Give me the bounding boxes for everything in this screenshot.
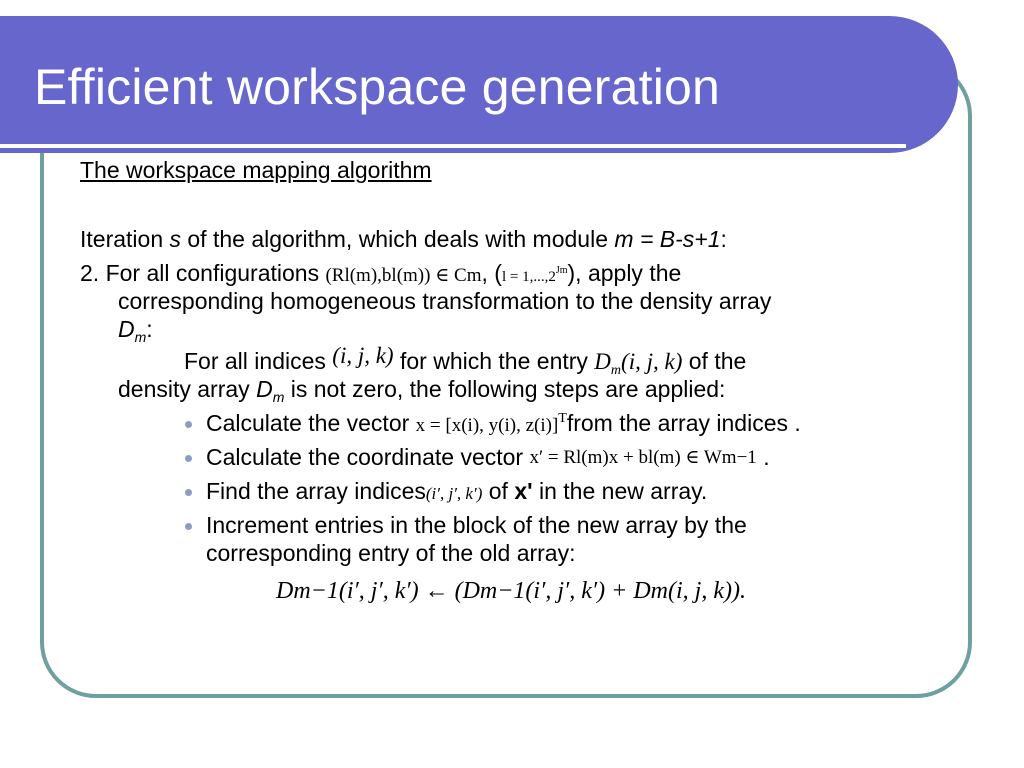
bullet-dot xyxy=(185,489,192,496)
update-equation: Dm−1(i′, j′, k′) ← (Dm−1(i′, j′, k′) + Dm(i, j, k)). xyxy=(276,578,746,604)
bullet-2-math: x′ = Rl(m)x + bl(m) ∈ Wm−1 xyxy=(529,447,757,468)
indices-line1 xyxy=(184,343,747,379)
step2-m-sub: m xyxy=(134,329,147,345)
subtitle xyxy=(80,157,432,184)
slide-title: Efficient workspace generation xyxy=(34,59,721,115)
iteration-line xyxy=(80,226,727,253)
indices-D: D xyxy=(594,349,611,374)
bullet-item-2 xyxy=(206,444,770,473)
indices-prefix: For all indices xyxy=(184,348,333,374)
iteration-mid: of the algorithm, which deals with module xyxy=(181,226,615,252)
step2-prefix: 2. For all configurations xyxy=(80,260,326,286)
iteration-formula: m = B-s+1 xyxy=(614,226,721,252)
bullet-1-suffix: from the array indices . xyxy=(566,410,801,436)
l-range-exponent: Jm xyxy=(555,265,568,276)
indices-line2-m: m xyxy=(272,389,285,405)
bullet-dot xyxy=(185,455,192,462)
bullet-1-prefix: Calculate the vector xyxy=(206,410,416,436)
bullet-1-sup: T xyxy=(558,411,567,426)
iteration-prefix: Iteration xyxy=(80,226,170,252)
indices-line2-prefix: density array xyxy=(118,376,257,402)
bullet-dot xyxy=(185,523,192,530)
iteration-var-s: s xyxy=(169,226,181,252)
bullet-1-math: x = [x(i), y(i), z(i)] xyxy=(415,415,559,436)
bullet-3-bold: x' xyxy=(514,478,533,504)
bullet-3-mid: of xyxy=(482,478,515,504)
bullet-3-math: (i′, j′, k′) xyxy=(425,484,483,503)
indices-line2-D: D xyxy=(256,376,273,402)
step2-line3 xyxy=(118,316,153,346)
indices-ijk: (i, j, k) xyxy=(332,343,394,368)
bullet-3-suffix: in the new array. xyxy=(532,478,708,504)
bullet-item-4-line2: corresponding entry of the old array: xyxy=(206,540,576,566)
indices-suffix: of the xyxy=(682,348,747,374)
indices-line2-suffix: is not zero, the following steps are applied: xyxy=(284,376,726,402)
step2-line2: corresponding homogeneous transformation to the density array xyxy=(118,288,772,314)
step2-D: D xyxy=(118,316,135,342)
step2-colon: : xyxy=(146,316,153,342)
bullet-2-suffix: . xyxy=(756,444,770,470)
l-range-math: l = 1,...,2 xyxy=(501,269,556,285)
bullet-item-3 xyxy=(206,478,707,507)
bullet-item-1 xyxy=(206,410,801,441)
bullet-3-prefix: Find the array indices xyxy=(206,478,426,504)
indices-line2 xyxy=(118,376,725,406)
indices-mid: for which the entry xyxy=(393,348,595,374)
bullet-2-prefix: Calculate the coordinate vector xyxy=(206,444,530,470)
indices-m: m xyxy=(610,363,622,378)
step2-close: ), apply the xyxy=(567,260,682,286)
step2-comma: , ( xyxy=(481,260,502,286)
indices-ijk2: (i, j, k) xyxy=(621,349,683,374)
bullet-dot xyxy=(185,421,192,428)
configs-math: (Rl(m),bl(m)) ∈ Cm xyxy=(325,265,482,286)
iteration-suffix: : xyxy=(720,226,727,252)
bullet-item-4-line1: Increment entries in the block of the new array by the xyxy=(206,512,747,538)
subtitle-text: The workspace mapping algorithm xyxy=(80,157,432,183)
